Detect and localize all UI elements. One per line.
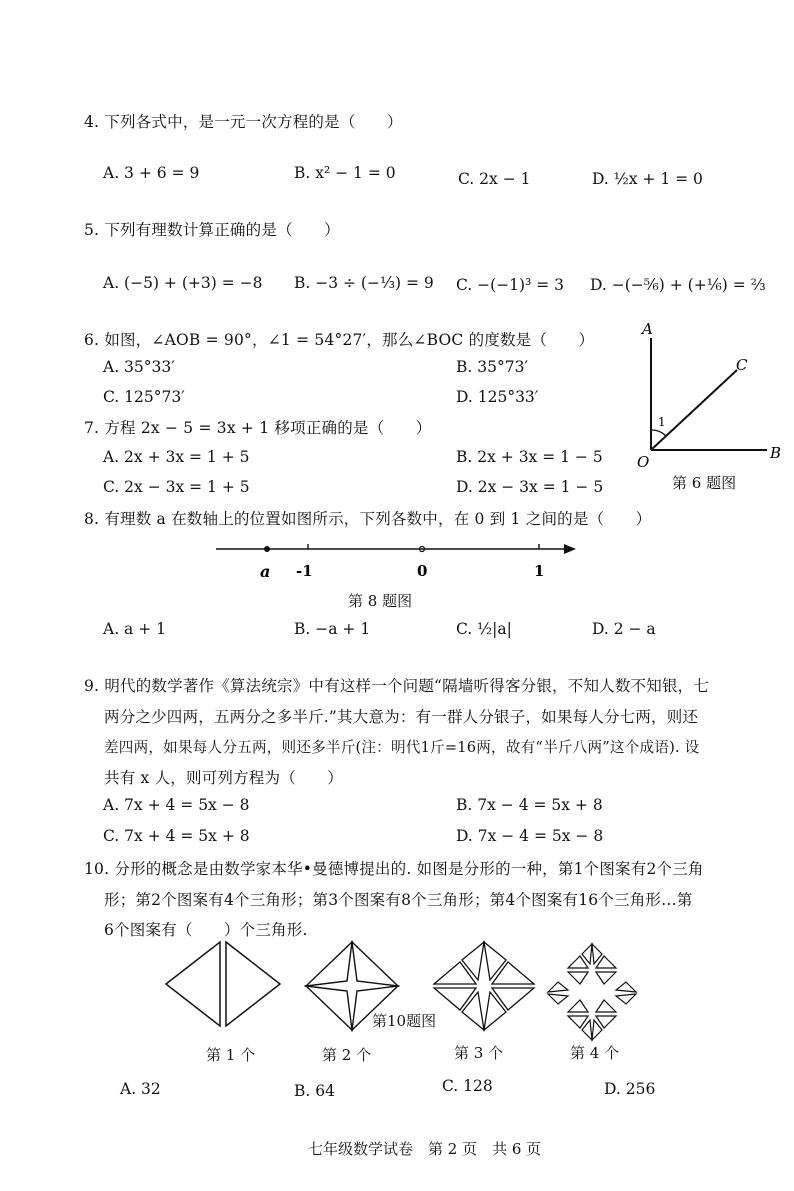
fractal-3-triangle: [462, 992, 484, 1030]
q4-option-d: D. ½x + 1 = 0: [592, 170, 703, 188]
q7-option-b: B. 2x + 3x = 1 − 5: [456, 448, 603, 466]
label-a: A: [642, 320, 653, 338]
q8-option-c: C. ½|a|: [456, 620, 512, 638]
axis-label-minus-1: -1: [296, 562, 313, 580]
q9-option-d: D. 7x − 4 = 5x − 8: [456, 827, 604, 845]
q8-option-b: B. −a + 1: [294, 620, 371, 638]
q9-line-3: 差四两，如果每人分五两，则还多半斤(注：明代1斤=16两，故有“半斤八两”这个成语). 设: [104, 739, 700, 756]
q10-line-3: 6个图案有（ ）个三角形.: [104, 921, 308, 939]
fractal-3-triangle: [434, 962, 476, 984]
page-footer: 七年级数学试卷 第 2 页 共 6 页: [308, 1140, 542, 1158]
fractal-4-triangle: [596, 1000, 616, 1012]
q10-line-1: 10. 分形的概念是由数学家本华•曼德博提出的. 如图是分形的一种，第1个图案有2个三角: [84, 860, 704, 878]
ray-oc: [651, 370, 737, 450]
fractal-1-triangle: [226, 942, 280, 1026]
q10-option-c: C. 128: [442, 1077, 493, 1095]
q7-option-d: D. 2x − 3x = 1 − 5: [456, 478, 604, 496]
fractal-3-triangle: [492, 962, 534, 984]
fractal-2-triangle: [352, 942, 398, 986]
fractal-1-triangle: [166, 942, 220, 1026]
fractal-3-triangle: [434, 988, 476, 1010]
fractal-label-1: 第 1 个: [206, 1046, 256, 1064]
q10-option-a: A. 32: [120, 1080, 161, 1098]
fractal-label-3: 第 3 个: [454, 1044, 504, 1062]
fractal-4-triangle: [568, 972, 588, 984]
axis-label-0: 0: [417, 562, 428, 580]
axis-label-1: 1: [534, 562, 545, 580]
fractal-4-triangle: [616, 982, 636, 992]
fractal-4-triangle: [596, 972, 616, 984]
q7-option-a: A. 2x + 3x = 1 + 5: [103, 448, 250, 466]
q10-option-d: D. 256: [604, 1080, 656, 1098]
q8-stem: 8. 有理数 a 在数轴上的位置如图所示，下列各数中，在 0 到 1 之间的是（ ）: [84, 510, 652, 528]
q6-option-d: D. 125°33′: [456, 388, 539, 406]
fractal-3-triangle: [462, 942, 484, 980]
q4-option-a: A. 3 + 6 = 9: [103, 164, 200, 182]
fractal-4-triangle: [568, 1000, 588, 1012]
q6-stem: 6. 如图，∠AOB = 90°，∠1 = 54°27′，那么∠BOC 的度数是（ ）: [84, 331, 595, 349]
q9-option-a: A. 7x + 4 = 5x − 8: [103, 796, 250, 814]
fractal-4-triangle: [616, 994, 636, 1004]
q10-line-2: 形；第2个图案有4个三角形；第3个图案有8个三角形；第4个图案有16个三角形…第: [104, 891, 693, 909]
label-b: B: [770, 444, 782, 462]
fractal-3-triangle: [484, 942, 506, 980]
fractal-4-triangle: [548, 982, 568, 992]
q4-stem: 4. 下列各式中，是一元一次方程的是（ ）: [84, 113, 403, 131]
label-c: C: [736, 356, 748, 374]
fractal-pattern-3: [428, 940, 540, 1032]
q6-figure-caption: 第 6 题图: [672, 474, 737, 492]
q10-option-b: B. 64: [294, 1082, 335, 1100]
q5-option-d: D. −(−⅚) + (+⅙) = ⅔: [590, 276, 766, 294]
fractal-3-triangle: [484, 992, 506, 1030]
q9-option-b: B. 7x − 4 = 5x + 8: [456, 796, 603, 814]
q5-option-a: A. (−5) + (+3) = −8: [103, 274, 263, 292]
q9-line-1: 9. 明代的数学著作《算法统宗》中有这样一个问题“隔墙听得客分银，不知人数不知银，七: [84, 677, 710, 695]
label-angle-1: 1: [658, 415, 666, 429]
fractal-3-triangle: [492, 988, 534, 1010]
q4-option-c: C. 2x − 1: [458, 170, 531, 188]
axis-arrow: [564, 544, 576, 554]
fractal-label-4: 第 4 个: [570, 1044, 620, 1062]
q7-stem: 7. 方程 2x − 5 = 3x + 1 移项正确的是（ ）: [84, 419, 432, 437]
q9-line-4: 共有 x 人，则可列方程为（ ）: [104, 769, 343, 787]
angle-1-arc: [651, 430, 666, 436]
q8-figure-caption: 第 8 题图: [348, 592, 413, 610]
q9-line-2: 两分之少四两，五两分之多半斤.”其大意为：有一群人分银子，如果每人分七两，则还: [104, 708, 699, 726]
q8-number-line: [210, 536, 590, 586]
q7-option-c: C. 2x − 3x = 1 + 5: [103, 478, 250, 496]
fractal-2-triangle: [306, 942, 352, 986]
point-a: [264, 546, 270, 552]
q5-stem: 5. 下列有理数计算正确的是（ ）: [84, 221, 340, 239]
fractal-4-triangle: [548, 994, 568, 1004]
fractal-pattern-4: [546, 942, 638, 1042]
q5-option-c: C. −(−1)³ = 3: [456, 276, 565, 294]
fractal-label-2: 第 2 个: [322, 1046, 372, 1064]
q8-option-d: D. 2 − a: [592, 620, 656, 638]
q6-option-b: B. 35°73′: [456, 358, 528, 376]
q9-option-c: C. 7x + 4 = 5x + 8: [103, 827, 250, 845]
q6-option-a: A. 35°33′: [103, 358, 175, 376]
q4-option-b: B. x² − 1 = 0: [294, 164, 396, 182]
q10-figure-caption: 第10题图: [372, 1012, 437, 1030]
axis-label-a: a: [260, 562, 271, 581]
q8-option-a: A. a + 1: [103, 620, 166, 638]
fractal-pattern-1: [166, 942, 282, 1030]
label-o: O: [637, 453, 650, 471]
q6-option-c: C. 125°73′: [103, 388, 185, 406]
q6-angle-figure: [620, 318, 790, 498]
q5-option-b: B. −3 ÷ (−⅓) = 9: [294, 274, 434, 292]
fractal-2-triangle: [306, 986, 352, 1030]
